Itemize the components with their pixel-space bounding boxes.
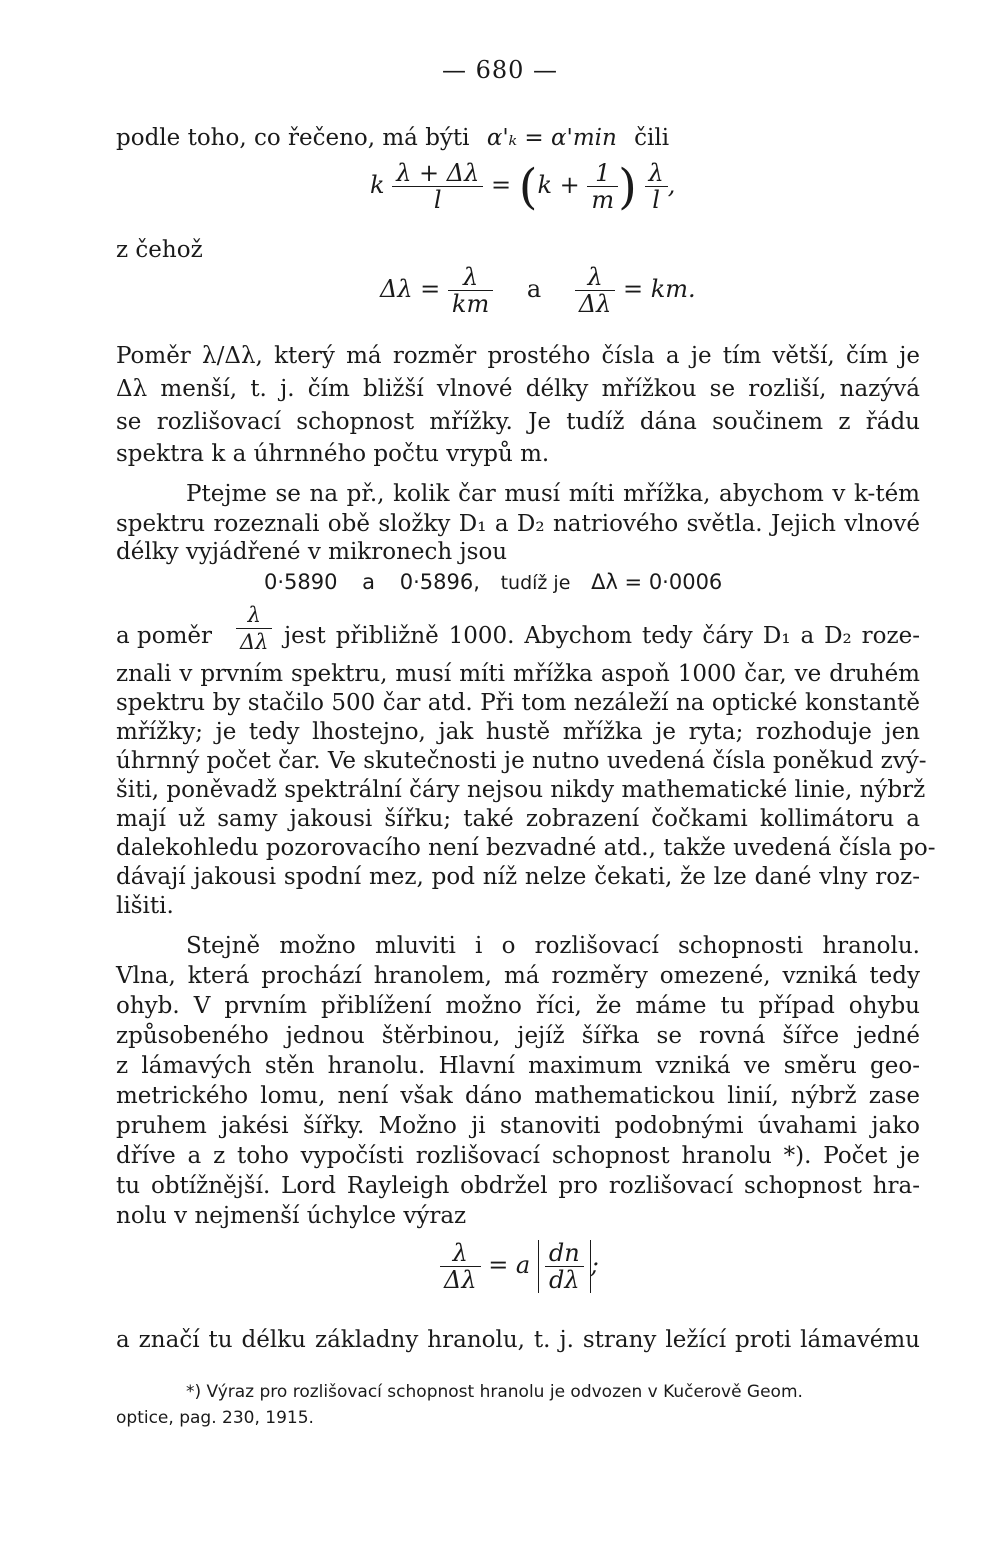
z-cehoz: z čehož <box>116 237 203 263</box>
para3-line-2: spektru by stačilo 500 čar atd. Při tom nezáleží na optické konstantě <box>116 690 920 716</box>
ratio-numerator: λ <box>236 602 272 629</box>
eq1-k: k <box>370 171 385 199</box>
intro-line <box>116 124 920 152</box>
equation-delta-lambda <box>380 264 696 317</box>
para1-line-4: spektra k a úhrnného počtu vrypů m. <box>116 441 550 467</box>
eq3-fraction-left <box>440 1240 481 1293</box>
eq2-rhs: = km. <box>623 275 696 303</box>
eq2-lhs: Δλ = <box>380 275 441 303</box>
eq3-derivative-numerator: dn <box>545 1240 584 1267</box>
value-and: a <box>362 570 376 594</box>
eq3-derivative-denominator: dλ <box>549 1266 580 1294</box>
para4-line-7: pruhem jakési šířky. Možno ji stanoviti podobnými úvahami jako <box>116 1113 920 1139</box>
para3-line-1: znali v prvním spektru, musí míti mřížka aspoň 1000 čar, ve druhém <box>116 661 920 687</box>
eq3-derivative <box>545 1240 584 1293</box>
eq1-left-numerator: λ + Δλ <box>392 160 483 187</box>
eq1-inner-denominator: m <box>591 186 615 214</box>
ratio-line <box>116 603 920 666</box>
para4-line-5: z lámavých stěn hranolu. Hlavní maximum vzniká ve směru geo- <box>116 1053 920 1079</box>
para1-line-3: se rozlišovací schopnost mřížky. Je tudíž dána součinem z řádu <box>116 409 920 435</box>
para2-line-3: délky vyjádřené v mikronech jsou <box>116 539 508 565</box>
eq3-equals-a: = a <box>488 1251 531 1279</box>
eq1-fraction-inner <box>587 160 618 213</box>
para3-line-3: mřížky; je tedy lhostejno, jak hustě mřížka je ryta; rozhoduje jen <box>116 719 920 745</box>
eq2-fraction-2 <box>575 264 616 317</box>
para3-line-9: lišiti. <box>116 893 174 919</box>
intro-text: podle toho, co řečeno, má býti <box>116 125 470 151</box>
values-line <box>264 568 864 597</box>
eq2-f2-denominator: Δλ <box>578 290 612 318</box>
equation-prism-resolving-power <box>440 1240 599 1293</box>
eq1-k-plus: k + <box>537 171 580 199</box>
para4-line-6: metrického lomu, není však dáno mathematickou linií, nýbrž zase <box>116 1083 920 1109</box>
eq2-f2-numerator: λ <box>575 264 616 291</box>
eq1-right-denominator: l <box>652 186 660 214</box>
value-delta: Δλ = 0·0006 <box>591 570 723 594</box>
ratio-pre: a poměr <box>116 623 213 649</box>
para4-line-3: ohyb. V prvním přiblížení možno říci, že máme tu případ ohybu <box>116 993 920 1019</box>
equation-grating-condition <box>370 160 675 213</box>
para4-line-10: nolu v nejmenší úchylce výraz <box>116 1203 467 1229</box>
page-number: — 680 — <box>441 56 559 84</box>
eq3-left-numerator: λ <box>440 1240 481 1267</box>
eq2-f1-denominator: km <box>451 290 490 318</box>
eq1-fraction-right <box>645 160 668 213</box>
eq1-equals: = <box>490 171 512 199</box>
ratio-denominator: Δλ <box>240 630 269 654</box>
para4-line-2: Vlna, která prochází hranolem, má rozměry omezené, vzniká tedy <box>116 963 920 989</box>
para2-line-2: spektru rozeznali obě složky D₁ a D₂ natriového světla. Jejich vlnové <box>116 511 920 537</box>
para4-line-4: způsobeného jednou štěrbinou, jejíž šířka se rovná šířce jedné <box>116 1023 920 1049</box>
eq2-f1-numerator: λ <box>448 264 493 291</box>
value-tudiz: tudíž je <box>500 572 571 594</box>
last-line: a značí tu délku základny hranolu, t. j. strany ležící proti lámavému <box>116 1327 920 1353</box>
eq1-close-paren: ) <box>618 158 637 215</box>
para4-line-9: tu obtížnější. Lord Rayleigh obdržel pro rozlišovací schopnost hra- <box>116 1173 920 1199</box>
eq3-absolute-value <box>538 1240 591 1293</box>
para4-line-1: Stejně možno mluviti i o rozlišovací schopnosti hranolu. <box>186 933 920 959</box>
value-d1: 0·5890 <box>264 570 338 594</box>
intro-formula: α'ₖ = α'min <box>486 125 617 151</box>
para3-line-6: mají už samy jakousi šířku; také zobrazení čočkami kollimátoru a <box>116 806 920 832</box>
eq3-semicolon: ; <box>590 1251 599 1279</box>
footnote-line-2: optice, pag. 230, 1915. <box>116 1408 314 1428</box>
eq3-left-denominator: Δλ <box>444 1266 477 1294</box>
para3-line-5: šiti, poněvadž spektrální čáry nejsou nikdy mathematické linie, nýbrž <box>116 777 926 803</box>
intro-tail: čili <box>634 125 670 151</box>
ratio-post: jest přibližně 1000. Abychom tedy čáry D₁ a D₂ roze- <box>284 623 920 649</box>
eq1-fraction-left <box>392 160 483 213</box>
value-d2: 0·5896, <box>399 570 480 594</box>
eq2-fraction-1 <box>448 264 493 317</box>
para3-line-7: dalekohledu pozorovacího není bezvadné atd., takže uvedená čísla po- <box>116 835 936 861</box>
para4-line-8: dříve a z toho vypočísti rozlišovací schopnost hranolu *). Počet je <box>116 1143 920 1169</box>
para1-line-2: Δλ menší, t. j. čím bližší vlnové délky mřížkou se rozliší, nazývá <box>116 376 920 402</box>
ratio-fraction <box>236 602 272 655</box>
eq1-open-paren: ( <box>518 158 538 215</box>
eq1-comma: , <box>667 171 676 199</box>
para3-line-8: dávají jakousi spodní mez, pod níž nelze čekati, že lze dané vlny roz- <box>116 864 920 890</box>
eq1-left-denominator: l <box>433 186 442 214</box>
eq2-and: a <box>526 275 542 303</box>
para1-line-1: Poměr λ/Δλ, který má rozměr prostého čísla a je tím větší, čím je <box>116 343 920 369</box>
eq1-inner-numerator: 1 <box>587 160 618 187</box>
eq1-right-numerator: λ <box>645 160 668 187</box>
para2-line-1: Ptejme se na př., kolik čar musí míti mřížka, abychom v k-tém <box>186 481 920 507</box>
para3-line-4: úhrnný počet čar. Ve skutečnosti je nutno uvedená čísla poněkud zvý- <box>116 748 927 774</box>
footnote-line-1: *) Výraz pro rozlišovací schopnost hranolu je odvozen v Kučerově Geom. <box>186 1382 803 1402</box>
